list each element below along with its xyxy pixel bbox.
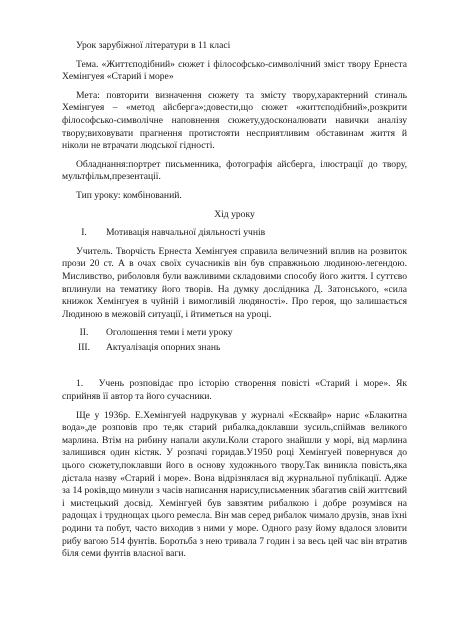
section-2	[62, 327, 407, 340]
spacer	[62, 356, 407, 378]
section-1-title: Мотивація навчальної діяльності учнів	[106, 227, 266, 239]
section-1-number: I.	[81, 227, 87, 239]
section-3	[62, 342, 407, 355]
history-paragraph: Ще у 1936р. Е.Хемінгуей надрукував у журналі «Есквайр» нарис «Блакитна вода»,де розповів про те,як старий рибалка,доклавши зусиль,спіймав великого марлина. Втім на рибину напали акули.Коли старого знайшли у морі, від марлина залишився один кістяк. У розпачі горидав.У1950 році Хемінгуей повернувся до цього сюжету,поклавши його в основу художнього твору.Так виникла повість,яка дістала назву «Старий і море». Вона відрізнялася від журнальної публікації. Адже за 14 років,що минули з часів написання нарису,письменник збагатив свій життєвий і мистецький досвід. Хемінгуей був завзятим рибалкою і добре розумівся на радощах і труднощах цього ремесла. Він мав серед рибалок чимало друзів, знав їхні родини та побут, часто виходив з ними у море. Одного разу йому вдалося зловити рибу вагою 514 фунтів. Боротьба з нею тривала 7 годин і за весь цей час він втратив біля семи фунтів власної ваги.	[62, 409, 407, 560]
lesson-goal: Мета: повторити визначення сюжету та змісту твору,характерний стиналь Хемінгуея – «метод айсберга»;довести,що сюжет «життєподібний»,розкрити філософсько-символічне наповнення сюжету,удосконалювати навички аналізу твору;виховувати прагнення протистояти несприятливим обставинам життя й ніколи не втрачати людської гідності.	[62, 89, 407, 152]
section-3-number: III.	[78, 341, 90, 353]
lesson-equipment: Обладнання:портрет письменника, фотографія айсберга, ілюстрації до твору, мультфільм,презентації.	[62, 158, 407, 183]
lesson-title: Урок зарубіжної літератури в 11 класі	[76, 40, 231, 51]
section-3-title: Актуалізація опорних знань	[106, 341, 221, 353]
lesson-topic: Тема. «Життєподібний» сюжет і філософсько-символічний зміст твору Ернеста Хемінгуея «Старий і море»	[62, 58, 407, 83]
item-1-text: Учень розповідає про історію створення повісті «Старий і море». Як сприйняв її автор та його сучасники.	[62, 378, 407, 403]
item-1	[62, 378, 407, 403]
document-body	[62, 40, 407, 567]
item-1-number: 1.	[76, 378, 84, 390]
lesson-heading: Хід уроку	[214, 208, 255, 220]
teacher-paragraph: Учитель. Творчість Ернеста Хемінгуея справила величезний вплив на розвиток прози 20 ст. А в очах своїх сучасників він був справжньою людиною-легендою. Мисливство, риболовля були важливими складовими способу його життя. І суттєво вплинули на тематику його творів. На думку дослідника Д. Затонського, «сила книжок Хемінгуея в чуйній і вимогливій людяності». Про героя, що залишається Людиною в межовій ситуації, і йтиметься на уроці.	[62, 245, 407, 320]
section-2-title: Оголошення теми і мети уроку	[106, 327, 233, 339]
section-1	[62, 227, 407, 240]
lesson-type: Тип уроку: комбінований.	[76, 189, 182, 201]
section-2-number: II.	[79, 327, 89, 339]
